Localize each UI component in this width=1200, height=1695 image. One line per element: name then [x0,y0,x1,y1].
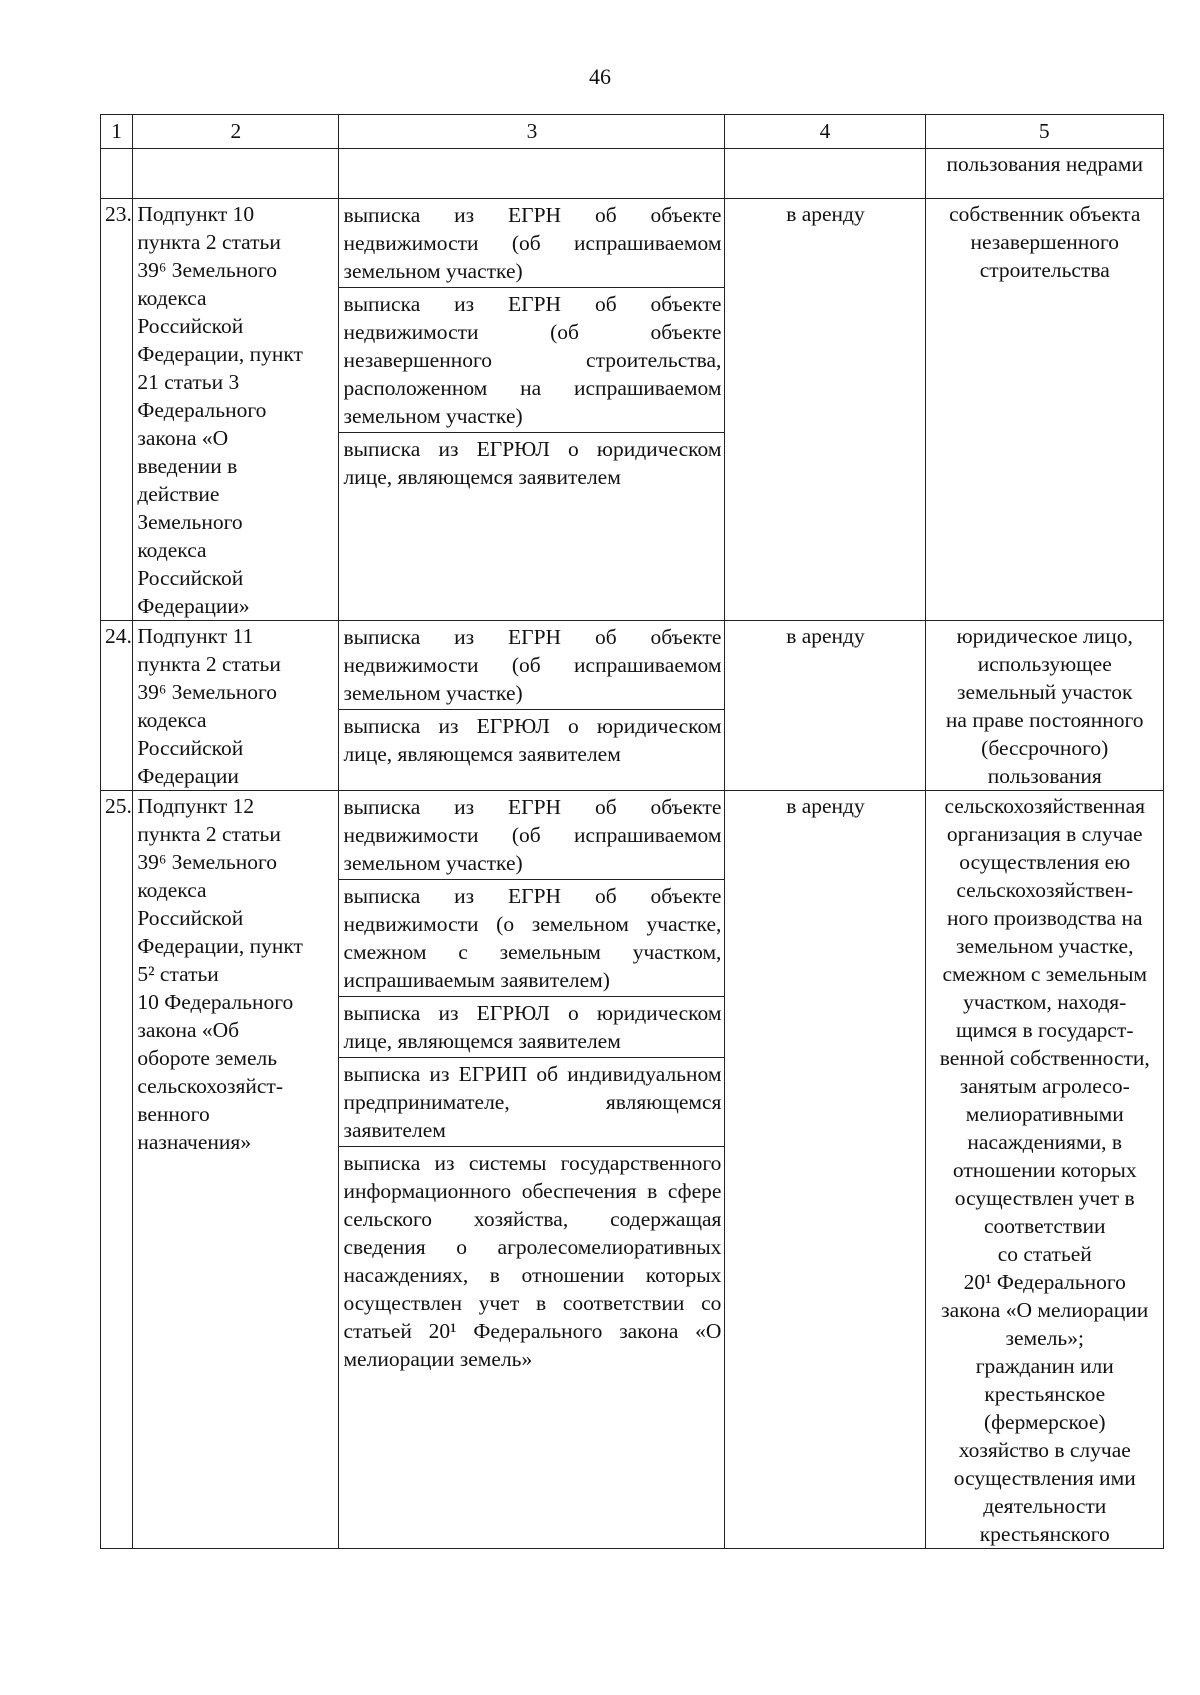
basis-line: 39⁶ Земельного [137,258,277,282]
applicant-line: деятельности [983,1494,1107,1518]
basis-line: действие [137,482,220,506]
basis-line: Российской [137,736,244,760]
required-documents [339,621,725,791]
legal-basis [133,199,339,621]
applicant-line: осуществления ею [959,850,1131,874]
document-item: выписка из ЕГРЮЛ о юридическом лице, являющемся заявителем [339,997,724,1058]
basis-line: назначения» [137,1130,252,1154]
applicant [925,621,1164,791]
applicant-line: хозяйство в случае [958,1438,1131,1462]
document-item: выписка из ЕГРЮЛ о юридическом лице, являющемся заявителем [343,714,722,766]
row-number: 25. [101,791,133,1549]
document-item: выписка из ЕГРН об объекте недвижимости (о земельном участке, смежном с земельным участком, испрашиваемым заявителем) [339,880,724,997]
basis-line: 39⁶ Земельного [137,680,277,704]
row-number: 24. [101,621,133,791]
applicant-line: гражданин или [975,1354,1114,1378]
basis-line: кодекса [137,538,207,562]
applicant-line: (бессрочного) [981,736,1109,760]
table-row [101,621,1164,791]
basis-line: Федерации, пункт [137,934,303,958]
basis-line: закона «О [137,426,229,450]
applicant-line: земель»; [1005,1326,1084,1350]
applicant-line: земельный участок [956,680,1133,704]
required-documents [339,791,725,1549]
page-number: 46 [589,64,611,89]
applicant-line: организация в случае [946,822,1143,846]
applicant-line: крестьянское [984,1382,1106,1406]
table-row [101,199,1164,621]
header-col-2: 2 [133,115,339,149]
basis-line: 10 Федерального [137,990,294,1014]
table-row [101,791,1164,1549]
header-col-3: 3 [339,115,725,149]
basis-line: обороте земель [137,1046,278,1070]
continued-row [101,149,1164,199]
basis-line: пункта 2 статьи [137,822,281,846]
basis-line: Федерации» [137,594,250,618]
applicant-line: 20¹ Федерального [963,1270,1126,1294]
basis-line: кодекса [137,708,207,732]
row-number: 23. [101,199,133,621]
basis-line: 21 статьи 3 [137,370,240,394]
applicant-line: ного производства на [946,906,1143,930]
applicant-line: осуществления ими [953,1466,1136,1490]
applicant-line: земельном участке, [956,934,1134,958]
basis-line: венного [137,1102,210,1126]
legal-basis [133,791,339,1549]
applicant [925,199,1164,621]
applicant-line: участком, находя- [963,990,1127,1014]
applicant-line: строительства [979,258,1110,282]
basis-line: сельскохозяйст- [137,1074,283,1098]
header-col-4: 4 [725,115,925,149]
applicant-line: пользования [987,764,1102,788]
applicant-line: щимся в государст- [955,1018,1134,1042]
basis-line: Подпункт 10 [137,202,255,226]
document-item: выписка из ЕГРЮЛ о юридическом лице, являющемся заявителем [343,437,722,489]
applicant-line: крестьянского [979,1522,1110,1546]
document-item: выписка из системы государственного информационного обеспечения в сфере сельского хозяйства, содержащая сведения о агролесомелиоративных насаждениях, в отношении которых осуществлен учет в соответствии со статьей 20¹ Федерального закона «О мелиорации земель» [343,1151,722,1371]
applicant-line: незавершенного [970,230,1120,254]
document-item: выписка из ЕГРИП об индивидуальном предпринимателе, являющемся заявителем [339,1058,724,1147]
applicant-line: сельскохозяйствен- [956,878,1134,902]
applicant-line: занятым агролесо- [959,1074,1130,1098]
basis-line: Подпункт 12 [137,794,255,818]
basis-line: пункта 2 статьи [137,230,281,254]
legal-basis [133,621,339,791]
table-header-row [101,115,1164,149]
applicant-line: сельскохозяйственная [944,794,1145,818]
basis-line: закона «Об [137,1018,240,1042]
documents-table [100,114,1164,1549]
provision-type: в аренду [725,621,925,791]
applicant-line: собственник объекта [949,202,1141,226]
basis-line: Федерации, пункт [137,342,303,366]
basis-line: Российской [137,314,244,338]
basis-line: кодекса [137,878,207,902]
basis-line: Российской [137,566,244,590]
header-col-5: 5 [925,115,1164,149]
header-col-1: 1 [101,115,133,149]
applicant [925,791,1164,1549]
applicant-line: соответствии [984,1214,1106,1238]
basis-line: Земельного [137,510,243,534]
applicant-line: отношении которых [952,1158,1137,1182]
required-documents [339,199,725,621]
basis-line: Российской [137,906,244,930]
applicant-line: смежном с земельным [942,962,1148,986]
document-item: выписка из ЕГРН об объекте недвижимости (об испрашиваемом земельном участке) [339,199,724,288]
basis-line: кодекса [137,286,207,310]
basis-line: 39⁶ Земельного [137,850,277,874]
basis-line: 5² статьи [137,962,219,986]
applicant-line: юридическое лицо, [956,624,1133,648]
document-item: выписка из ЕГРН об объекте недвижимости (об объекте незавершенного строительства, расположенном на испрашиваемом земельном участке) [339,288,724,433]
applicant-line: осуществлен учет в [954,1186,1135,1210]
applicant-line: со статьей [997,1242,1092,1266]
provision-type: в аренду [725,791,925,1549]
document-item: выписка из ЕГРН об объекте недвижимости (об испрашиваемом земельном участке) [339,621,724,710]
applicant-line: мелиоративными [965,1102,1124,1126]
basis-line: пункта 2 статьи [137,652,281,676]
applicant-line: насаждениями, в [967,1130,1123,1154]
basis-line: введении в [137,454,238,478]
applicant-line: венной собственности, [939,1046,1150,1070]
continued-applicant: пользования недрами [925,149,1164,199]
basis-line: Подпункт 11 [137,624,254,648]
document-item: выписка из ЕГРН об объекте недвижимости (об испрашиваемом земельном участке) [339,791,724,880]
applicant-line: на праве постоянного [945,708,1144,732]
applicant-line: (фермерское) [983,1410,1106,1434]
basis-line: Федерации [137,764,239,788]
basis-line: Федерального [137,398,267,422]
applicant-line: использующее [977,652,1112,676]
applicant-line: закона «О мелиорации [941,1298,1149,1322]
provision-type: в аренду [725,199,925,621]
